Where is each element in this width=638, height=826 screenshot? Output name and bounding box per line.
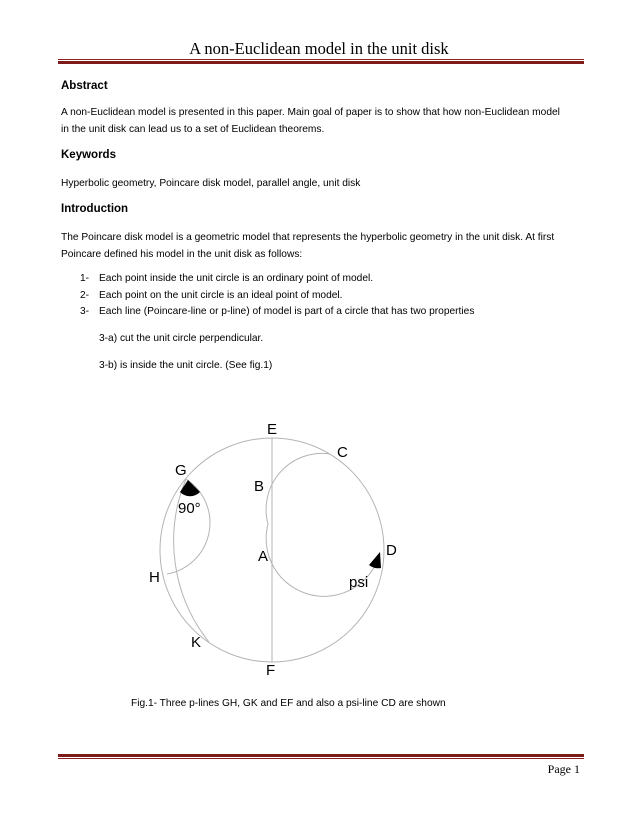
list-item-text: Each point on the unit circle is an ideal point of model.: [99, 290, 343, 301]
label-b: B: [254, 478, 265, 495]
footer-rule-thin: [58, 758, 584, 759]
label-f: F: [266, 662, 276, 679]
abstract-heading: Abstract: [61, 80, 108, 92]
label-psi: psi: [349, 574, 369, 591]
sub-item-3b: 3-b) is inside the unit circle. (See fig.1): [99, 360, 273, 371]
list-item-number: 3-: [80, 306, 90, 317]
page-header-title: A non-Euclidean model in the unit disk: [189, 39, 449, 58]
list-item-number: 1-: [80, 273, 90, 284]
label-angle-90: 90°: [178, 500, 201, 517]
figure-caption: Fig.1- Three p-lines GH, GK and EF and also a psi-line CD are shown: [131, 698, 446, 709]
abstract-line-1: A non-Euclidean model is presented in this paper. Main goal of paper is to show that how non-Euclidean model: [61, 107, 560, 118]
label-c: C: [337, 444, 348, 461]
label-e: E: [267, 421, 278, 438]
label-h: H: [149, 569, 160, 586]
sub-item-3a: 3-a) cut the unit circle perpendicular.: [99, 333, 264, 344]
page-number: Page 1: [547, 762, 580, 776]
introduction-line-1: The Poincare disk model is a geometric model that represents the hyperbolic geometry in the unit disk. At first: [61, 232, 555, 243]
list-item-text: Each line (Poincare-line or p-line) of model is part of a circle that has two properties: [99, 306, 475, 317]
label-g: G: [175, 462, 187, 479]
angle-marker-d: [369, 552, 381, 568]
label-a: A: [258, 548, 269, 565]
footer-rule-thick: [58, 754, 584, 757]
list-item-text: Each point inside the unit circle is an ordinary point of model.: [99, 273, 374, 284]
label-k: K: [191, 634, 202, 651]
introduction-line-2: Poincare defined his model in the unit disk as follows:: [61, 249, 303, 260]
keywords-text: Hyperbolic geometry, Poincare disk model, parallel angle, unit disk: [61, 178, 361, 189]
abstract-line-2: in the unit disk can lead us to a set of Euclidean theorems.: [61, 124, 325, 135]
list-item-number: 2-: [80, 290, 90, 301]
introduction-heading: Introduction: [61, 203, 129, 215]
label-d: D: [386, 542, 397, 559]
keywords-heading: Keywords: [61, 149, 116, 161]
